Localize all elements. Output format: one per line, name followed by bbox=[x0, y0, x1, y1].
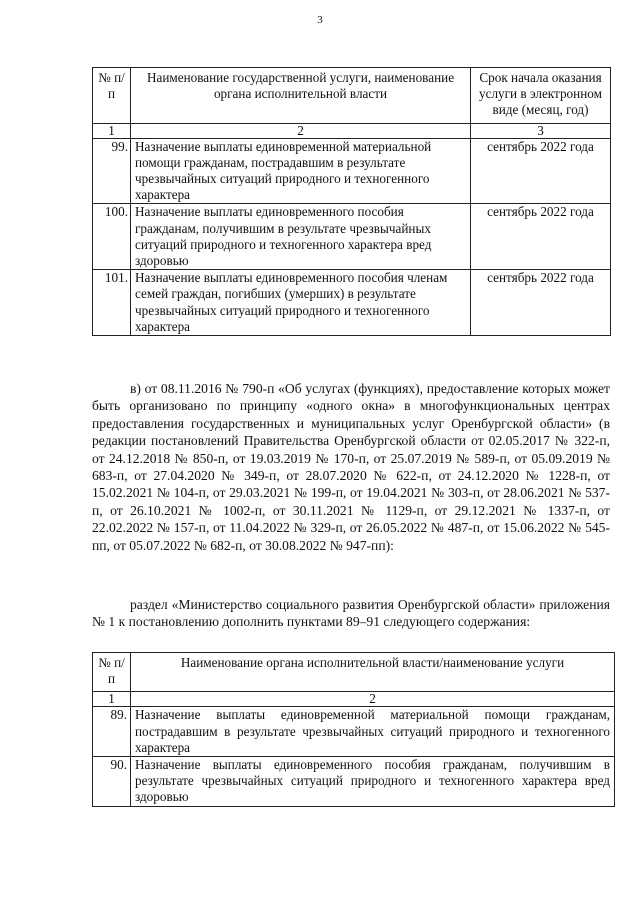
column-index: 2 bbox=[131, 123, 471, 138]
column-header-name: Наименование государственной услуги, наименование органа исполнительной власти bbox=[131, 68, 471, 124]
start-date: сентябрь 2022 года bbox=[471, 138, 611, 204]
column-index: 2 bbox=[131, 692, 615, 707]
table-row bbox=[93, 707, 615, 757]
column-index: 1 bbox=[93, 123, 131, 138]
service-name: Назначение выплаты единовременной материальной помощи гражданам, пострадавшим в результате чрезвычайных ситуаций природного и техногенного характера bbox=[131, 707, 615, 757]
column-header-num: № п/п bbox=[93, 68, 131, 124]
table-header-row bbox=[93, 68, 611, 124]
services-table-electronic-start bbox=[92, 67, 611, 336]
table-row bbox=[93, 138, 611, 204]
service-name: Назначение выплаты единовременной материальной помощи гражданам, пострадавшим в результате чрезвычайных ситуаций природного и техногенного характера bbox=[131, 138, 471, 204]
row-number: 100. bbox=[93, 204, 131, 270]
column-header-name: Наименование органа исполнительной власти/наименование услуги bbox=[131, 653, 615, 692]
row-number: 99. bbox=[93, 138, 131, 204]
table-header-row bbox=[93, 653, 615, 692]
column-header-date: Срок начала оказания услуги в электронном виде (месяц, год) bbox=[471, 68, 611, 124]
service-name: Назначение выплаты единовременного пособия гражданам, получившим в результате чрезвычайных ситуаций природного и техногенного характера вред здоровью bbox=[131, 757, 615, 807]
section-supplement-paragraph: раздел «Министерство социального развития Оренбургской области» приложения № 1 к постановлению дополнить пунктами 89–91 следующего содержания: bbox=[92, 597, 610, 630]
table-row bbox=[93, 270, 611, 336]
row-number: 90. bbox=[93, 757, 131, 807]
row-number: 101. bbox=[93, 270, 131, 336]
table-row bbox=[93, 757, 615, 807]
column-index: 3 bbox=[471, 123, 611, 138]
amendment-paragraph-v: в) от 08.11.2016 № 790-п «Об услугах (функциях), предоставление которых может быть организовано по принципу «одного окна» в многофункциональных центрах предоставления государственных и муниципальных услуг Оренбургской области» (в редакции постановлений Правительства Оренбургской области от 02.05.2017 № 322-п, от 24.12.2018 № 850-п, от 19.03.2019 № 170-п, от 25.07.2019 № 589-п, от 05.09.2019 № 683-п, от 27.04.2020 № 349-п, от 28.07.2020 № 622-п, от 24.12.2020 № 1228-п, от 15.02.2021 № 104-п, от 29.03.2021 № 199-п, от 19.04.2021 № 303-п, от 28.06.2021 № 537-п, от 26.10.2021 № 1002-п, от 30.11.2021 № 1129-п, от 29.12.2021 № 1337-п, от 22.02.2022 № 157-п, от 11.04.2022 № 329-п, от 26.05.2022 № 487-п, от 15.06.2022 № 545-пп, от 05.07.2022 № 682-п, от 30.08.2022 № 947-пп): bbox=[92, 381, 610, 553]
start-date: сентябрь 2022 года bbox=[471, 204, 611, 270]
service-name: Назначение выплаты единовременного пособия гражданам, получившим в результате чрезвычайных ситуаций природного и техногенного характера вред здоровью bbox=[131, 204, 471, 270]
column-index-row bbox=[93, 123, 611, 138]
column-index: 1 bbox=[93, 692, 131, 707]
column-index-row bbox=[93, 692, 615, 707]
start-date: сентябрь 2022 года bbox=[471, 270, 611, 336]
page-number: 3 bbox=[317, 14, 323, 26]
column-header-num: № п/п bbox=[93, 653, 131, 692]
mfc-services-table bbox=[92, 652, 615, 807]
table-row bbox=[93, 204, 611, 270]
row-number: 89. bbox=[93, 707, 131, 757]
service-name: Назначение выплаты единовременного пособия членам семей граждан, погибших (умерших) в результате чрезвычайных ситуаций природного и техногенного характера bbox=[131, 270, 471, 336]
